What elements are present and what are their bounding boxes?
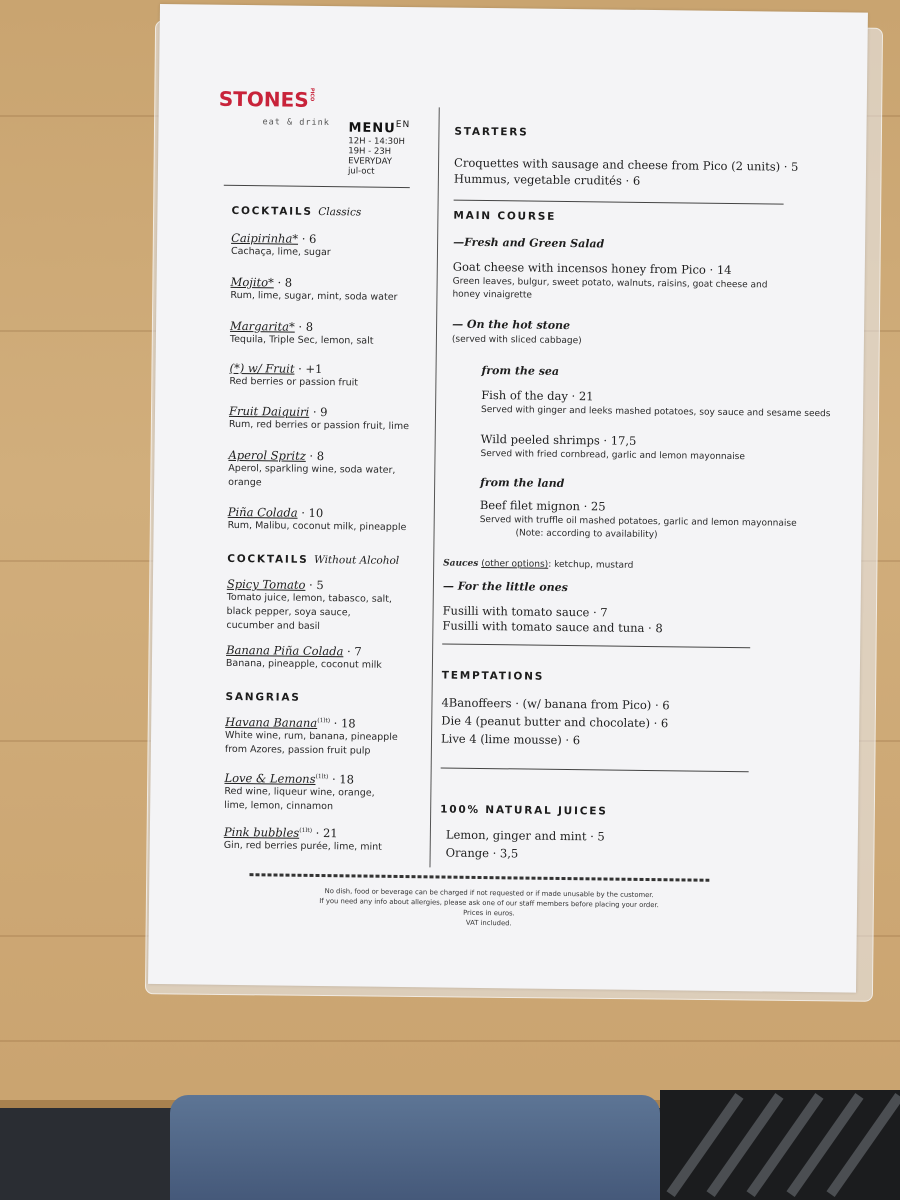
restaurant-tagline: eat & drink	[262, 117, 330, 129]
section-divider	[441, 767, 749, 772]
sauces-line: Sauces (other options): ketchup, mustard	[443, 558, 634, 571]
section-divider	[454, 200, 784, 205]
header-divider	[224, 185, 410, 188]
list-item: Hummus, vegetable crudités · 6	[453, 171, 641, 188]
list-item: Orange · 3,5	[445, 845, 519, 861]
list-item: Love & Lemons$^{(1lt)}$ · 18 Red wine, liqueur wine, orange, lime, lemon, cinnamon	[224, 770, 375, 813]
list-item: Banana Piña Colada · 7 Banana, pineapple, coconut milk	[225, 642, 382, 671]
section-title-cocktails-without-alcohol: COCKTAILS Without Alcohol	[227, 552, 400, 567]
list-item: Pink bubbles$^{(1lt)}$ · 21 Gin, red berries purée, lime, mint	[223, 824, 382, 853]
dish-description: Served with fried cornbread, garlic and lemon mayonnaise	[480, 448, 745, 463]
section-title-juices: 100% NATURAL JUICES	[440, 803, 608, 818]
list-item: Croquettes with sausage and cheese from Pico (2 units) · 5	[453, 155, 799, 174]
chair	[660, 1090, 900, 1200]
list-item: Margarita* · 8 Tequila, Triple Sec, lemon, salt	[229, 318, 374, 347]
opening-hours: 12H - 14:30H 19H - 23H EVERYDAY jul-oct	[347, 136, 405, 177]
footer-divider	[249, 873, 709, 882]
list-item: Spicy Tomato · 5 Tomato juice, lemon, tabasco, salt, black pepper, soya sauce, cucumber and basil	[226, 576, 393, 632]
subheading-hot-stone: — On the hot stone	[452, 317, 571, 333]
section-title-temptations: TEMPTATIONS	[441, 669, 545, 683]
hot-stone-note: (served with sliced cabbage)	[451, 334, 582, 347]
subheading-salad: —Fresh and Green Salad	[453, 235, 605, 251]
section-title-sangrias: SANGRIAS	[225, 690, 301, 704]
list-item: Lemon, ginger and mint · 5	[445, 827, 605, 844]
list-item: (*) w/ Fruit · +1 Red berries or passion fruit	[229, 360, 359, 389]
dish-fish: Fish of the day · 21	[481, 387, 594, 404]
dish-description: Served with ginger and leeks mashed potatoes, soy sauce and sesame seeds	[481, 404, 831, 420]
list-item: 4Banoffeers · (w/ banana from Pico) · 6	[441, 695, 670, 713]
list-item: Piña Colada · 10 Rum, Malibu, coconut milk, pineapple	[227, 504, 407, 534]
section-divider	[442, 643, 750, 648]
menu-title: $MENU^{EN}$	[348, 119, 411, 137]
other-options-link[interactable]: (other options)	[481, 558, 549, 570]
dish-shrimps: Wild peeled shrimps · 17,5	[480, 431, 637, 448]
subheading-little-ones: — For the little ones	[442, 579, 568, 595]
dish-description: Green leaves, bulgur, sweet potato, walnuts, raisins, goat cheese and honey vinaigrette	[452, 276, 768, 301]
list-item: Mojito* · 8 Rum, lime, sugar, mint, soda water	[230, 274, 398, 303]
person-legs	[170, 1095, 660, 1200]
column-divider	[429, 107, 439, 867]
list-item: Live 4 (lime mousse) · 6	[440, 731, 581, 748]
dish-beef: Beef filet mignon · 25	[479, 497, 606, 514]
list-item: Fusilli with tomato sauce and tuna · 8	[442, 618, 663, 636]
footer-notes: No dish, food or beverage can be charged if not requested or if made unusable by the customer. If you need any info about allergies, please ask one of our staff members before placing your order. Prices in euros. VAT included.	[319, 887, 659, 928]
list-item: Fusilli with tomato sauce · 7	[442, 603, 608, 620]
list-item: Aperol Spritz · 8 Aperol, sparkling wine, soda water, orange	[228, 447, 396, 489]
section-title-main-course: MAIN COURSE	[453, 209, 557, 223]
list-item: Die 4 (peanut butter and chocolate) · 6	[441, 713, 669, 731]
dish-goat-cheese: Goat cheese with incensos honey from Pico · 14	[452, 259, 732, 278]
list-item: Caipirinha* · 6 Cachaça, lime, sugar	[230, 230, 331, 259]
subheading-sea: from the sea	[481, 363, 560, 378]
list-item: Havana Banana$^{(1lt)}$ · 18 White wine, rum, banana, pineapple from Azores, passion fruit pulp	[224, 714, 398, 757]
section-title-starters: STARTERS	[454, 125, 529, 139]
section-title-cocktails-classics: COCKTAILS Classics	[231, 204, 362, 219]
menu-sheet	[148, 4, 868, 993]
dish-description: Served with truffle oil mashed potatoes, garlic and lemon mayonnaise	[479, 514, 797, 529]
restaurant-logo: STONESPICO	[218, 86, 315, 112]
list-item: Fruit Daiquiri · 9 Rum, red berries or passion fruit, lime	[228, 403, 410, 433]
beef-note: (Note: according to availability)	[515, 528, 658, 541]
subheading-land: from the land	[480, 475, 565, 490]
